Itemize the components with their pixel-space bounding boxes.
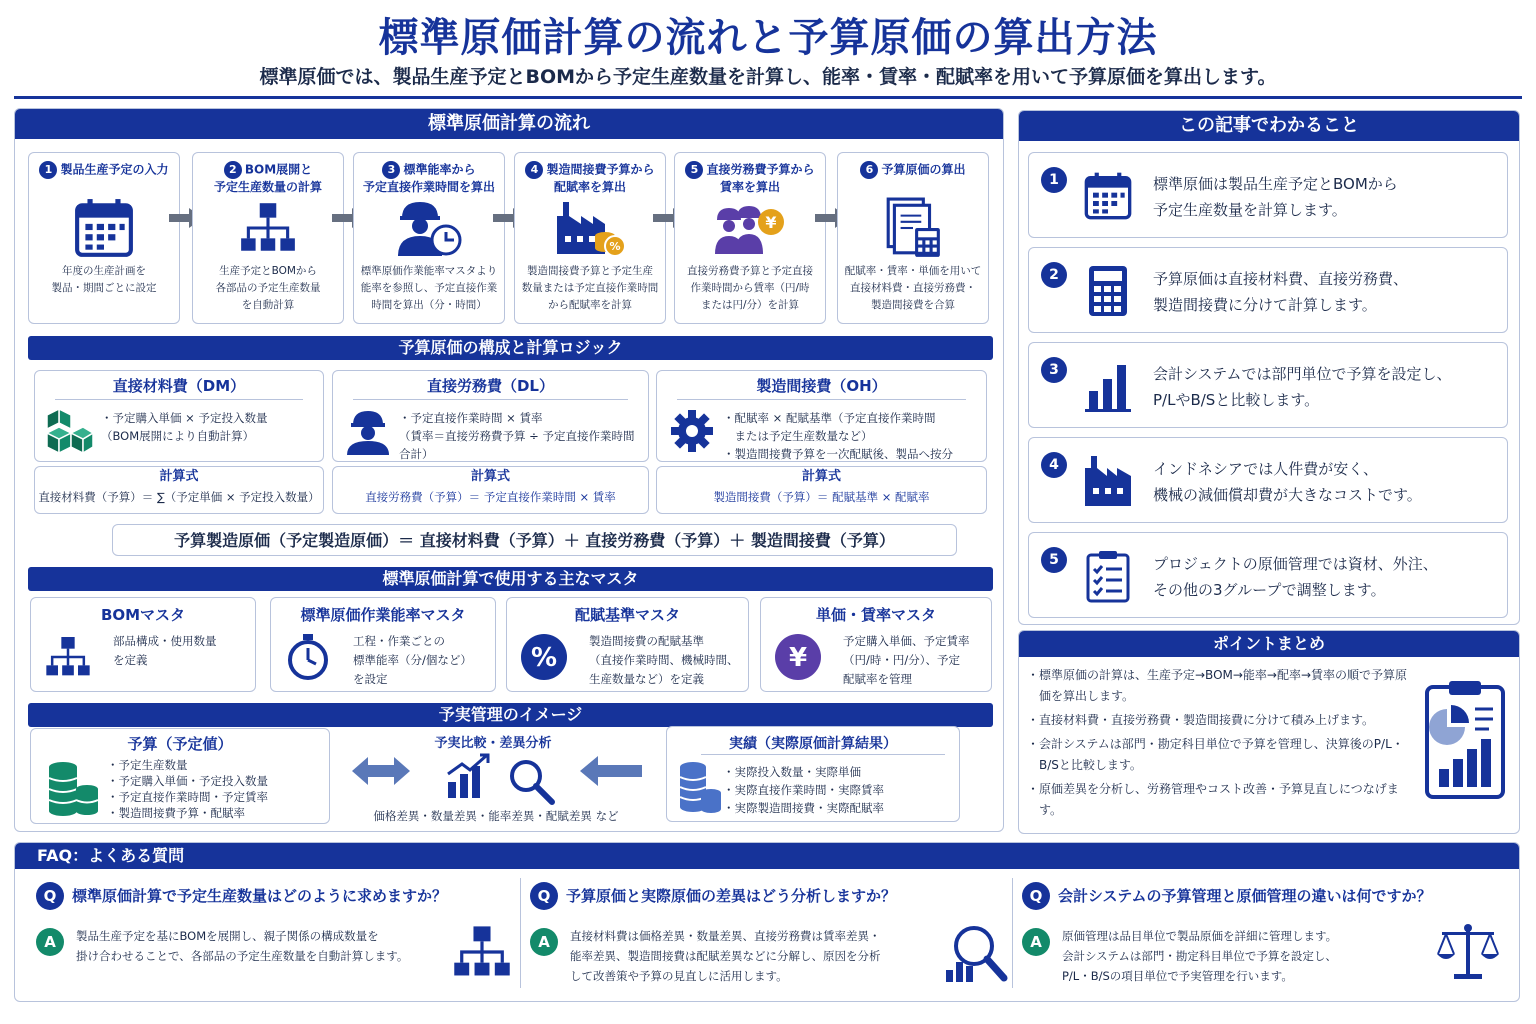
worker-icon — [343, 407, 393, 455]
faq-item — [1004, 872, 1504, 992]
flow-step-title: 2 BOM展開と 予定生産数量の計算 — [213, 162, 322, 194]
master-title: 標準原価作業能率マスタ — [300, 606, 466, 624]
flow-step — [192, 152, 344, 324]
budget-actual-header: 予実管理のイメージ — [28, 703, 993, 727]
master-title: 単価・賃率マスタ — [815, 606, 936, 624]
points-header: ポイントまとめ — [1019, 631, 1519, 657]
master-title: 配賦基準マスタ — [574, 606, 680, 624]
formula-title: 計算式 — [159, 469, 199, 484]
answer-badge: A — [1022, 928, 1050, 956]
cost-component-desc: ・予定購入単価 × 予定投入数量 （BOM展開により自動計算） — [101, 411, 268, 443]
left-arrow-icon — [580, 754, 642, 788]
page-title: 標準原価計算の流れと予算原価の算出方法 — [378, 15, 1158, 61]
question-badge: Q — [36, 882, 64, 910]
learn-text: インドネシアでは人件費が安く、 機械の減価償却費が大きなコストです。 — [1153, 460, 1422, 504]
learn-card — [1028, 342, 1508, 428]
svg-text:%: % — [609, 240, 621, 253]
learn-number: 2 — [1041, 262, 1067, 288]
answer-badge: A — [530, 928, 558, 956]
point-item: ・直接材料費・直接労務費・製造間接費に分けて積み上げます。 — [1027, 713, 1375, 727]
points-panel — [1018, 630, 1520, 834]
faq-question-text: 会計システムの予算管理と原価管理の違いは何ですか？ — [1058, 887, 1432, 905]
step-number: 4 — [525, 161, 543, 179]
step-number: 3 — [382, 161, 400, 179]
learn-number: 3 — [1041, 357, 1067, 383]
total-formula — [112, 524, 957, 556]
cost-component — [656, 370, 987, 462]
workers-yen-icon — [715, 197, 785, 259]
factory-coins-icon — [555, 197, 625, 259]
learn-card — [1028, 437, 1508, 523]
list-item: ・予定生産数量 — [107, 758, 188, 772]
faq-answer: 製品生産予定を基にBOMを展開し、親子関係の構成数量を 掛け合わせることで、各部品の予定生産数量を自動計算します。 — [76, 929, 409, 963]
flow-header: 標準原価計算の流れ — [15, 109, 1003, 139]
cost-component-title: 製造間接費（OH） — [756, 377, 887, 395]
cost-component-title: 直接労務費（DL） — [426, 377, 554, 395]
cost-component-desc: ・配賦率 × 配賦基準（予定直接作業時間 または予定生産数量など） ・製造間接費予算を一次配賦後、製品へ按分 — [723, 411, 953, 461]
point-item: ・原価差異を分析し、労務管理やコスト改善・予算見直しにつなげます。 — [1027, 782, 1399, 817]
step-number: 1 — [39, 161, 57, 179]
flow-step-title: 1 製品生産予定の入力 — [33, 161, 175, 179]
flow-step — [514, 152, 666, 324]
master-desc: 工程・作業ごとの 標準能率（分/個など） を設定 — [353, 634, 472, 686]
cost-component — [332, 370, 649, 462]
logic-header: 予算原価の構成と計算ロジック — [28, 336, 993, 360]
list-item: ・予定購入単価・予定投入数量 — [107, 774, 268, 788]
formula-title: 計算式 — [801, 469, 841, 484]
calendar-icon — [69, 197, 139, 259]
stopwatch-icon — [283, 632, 333, 682]
faq-item — [18, 872, 518, 992]
faq-question-text: 予算原価と実際原価の差異はどう分析しますか？ — [566, 887, 897, 905]
learn-card — [1028, 532, 1508, 618]
flow-step — [837, 152, 989, 324]
magnifier-chart-icon — [944, 920, 1008, 984]
coins-stack-icon — [45, 759, 101, 819]
budget-list — [107, 757, 268, 821]
formula-box — [34, 466, 324, 514]
flow-step-title: 3 標準能率から 予定直接作業時間を算出 — [362, 162, 495, 194]
faq-question — [530, 882, 896, 910]
growth-chart-icon — [444, 752, 492, 800]
learn-number: 4 — [1041, 452, 1067, 478]
document-calculator-icon — [878, 197, 948, 259]
learn-card — [1028, 152, 1508, 238]
calculator-icon — [1083, 264, 1133, 318]
faq-header: FAQ：よくある質問 — [15, 843, 1519, 869]
points-list — [1027, 665, 1417, 824]
comparison-title: 予実比較・差異分析 — [434, 736, 552, 751]
point-item: ・標準原価の計算は、生産予定→BOM→能率→配率→賃率の順で予算原価を算出します。 — [1027, 668, 1408, 703]
bar-chart-icon — [1083, 359, 1133, 413]
cost-component-title: 直接材料費（DM） — [112, 377, 246, 395]
boxes-icon — [45, 407, 95, 455]
calendar-icon — [1083, 169, 1133, 223]
flow-step-title: 4 製造間接費予算から 配賦率を算出 — [519, 161, 661, 196]
learn-card — [1028, 247, 1508, 333]
flow-step-desc: 製造間接費予算と予定生産 数量または予定直接作業時間 から配賦率を計算 — [521, 265, 659, 311]
masters-header: 標準原価計算で使用する主なマスタ — [28, 567, 993, 591]
faq-answer: 原価管理は品目単位で製品原価を詳細に管理します。 会計システムは部門・勘定科目単位で予算を設定し、 P/L・B/Sの項目単位で予実管理を行います。 — [1062, 929, 1338, 983]
hierarchy-icon — [450, 920, 514, 984]
svg-text:%: % — [530, 643, 558, 673]
double-arrow-icon — [352, 754, 410, 788]
clipboard-chart-icon — [1423, 679, 1507, 799]
master-desc: 部品構成・使用数量 を定義 — [113, 634, 217, 667]
hierarchy-icon — [43, 632, 93, 682]
point-item: ・会計システムは部門・勘定科目単位で予算を管理し、決算後のP/L・B/Sと比較します。 — [1027, 737, 1404, 772]
formula-box — [656, 466, 987, 514]
formula-title: 計算式 — [470, 469, 510, 484]
question-badge: Q — [1022, 882, 1050, 910]
formula-box — [332, 466, 649, 514]
master-card — [270, 597, 496, 692]
learn-text: 標準原価は製品生産予定とBOMから 予定生産数量を計算します。 — [1153, 175, 1398, 219]
formula-text: 直接材料費（予算）＝ ∑（予定単価 × 予定投入数量） — [38, 490, 320, 504]
master-desc: 予定購入単価、予定賃率 （円/時・円/分）、予定 配賦率を管理 — [843, 634, 970, 686]
formula-text: 直接労務費（予算）＝ 予定直接作業時間 × 賃率 — [365, 490, 616, 504]
learn-number: 5 — [1041, 547, 1067, 573]
step-number: 2 — [224, 161, 242, 179]
flow-step — [28, 152, 180, 324]
faq-question — [36, 882, 447, 910]
flow-step-title: 6 予算原価の算出 — [842, 161, 984, 179]
learn-text: 予算原価は直接材料費、直接労務費、 製造間接費に分けて計算します。 — [1153, 270, 1409, 314]
formula-text: 製造間接費（予算）＝ 配賦基準 × 配賦率 — [713, 490, 930, 504]
budget-box — [30, 728, 330, 824]
faq-answer: 直接材料費は価格差異・数量差異、直接労務費は賃率差異・ 能率差異、製造間接費は配賦差異などに分解し、原因を分析 して改善策や予算の見直しに活用します。 — [570, 929, 881, 983]
title-divider — [14, 96, 1522, 99]
actual-list — [723, 763, 884, 817]
answer-badge: A — [36, 928, 64, 956]
coins-stack-icon — [677, 759, 723, 817]
magnifier-icon — [506, 756, 556, 806]
flow-step-desc: 直接労務費予算と予定直接 作業時間から賃率（円/時 または円/分）を計算 — [687, 265, 813, 311]
learn-text: プロジェクトの原価管理では資材、外注、 その他の3グループで調整します。 — [1153, 555, 1438, 599]
actual-box — [666, 726, 960, 822]
comparison-caption: 価格差異・数量差異・能率差異・配賦差異 など — [373, 809, 619, 823]
flow-step-desc: 標準原価作業能率マスタより 能率を参照し、予定直接作業 時間を算出（分・時間） — [360, 265, 498, 311]
flow-step-desc: 生産予定とBOMから 各部品の予定生産数量 を自動計算 — [215, 265, 321, 311]
master-title: BOMマスタ — [100, 606, 186, 624]
list-item: ・実際直接作業時間・実際賃率 — [723, 783, 884, 797]
factory-icon — [1083, 454, 1133, 508]
step-number: 6 — [860, 161, 878, 179]
page-subtitle: 標準原価では、製品生産予定とBOMから予定生産数量を計算し、能率・賃率・配賦率を用いて予算原価を算出します。 — [259, 66, 1277, 88]
flow-step — [674, 152, 826, 324]
actual-title: 実績（実際原価計算結果） — [729, 736, 897, 752]
flow-step-title: 5 直接労務費予算から 賃率を算出 — [679, 161, 821, 196]
learn-number: 1 — [1041, 167, 1067, 193]
list-item: ・実際製造間接費・実際配賦率 — [723, 801, 884, 815]
list-item: ・実際投入数量・実際単価 — [723, 765, 861, 779]
scale-icon — [1436, 920, 1500, 984]
master-card — [506, 597, 749, 692]
master-desc: 製造間接費の配賦基準 （直接作業時間、機械時間、 生産数量など）を定義 — [589, 634, 739, 686]
flow-step-desc: 年度の生産計画を 製品・期間ごとに設定 — [51, 265, 157, 294]
faq-item — [512, 872, 1012, 992]
list-item: ・製造間接費予算・配賦率 — [107, 806, 245, 820]
percent-icon — [519, 632, 569, 682]
faq-question-text: 標準原価計算で予定生産数量はどのように求めますか？ — [72, 887, 448, 905]
faq-question — [1022, 882, 1432, 910]
cost-component — [34, 370, 324, 462]
master-card — [760, 597, 992, 692]
budget-title: 予算（予定値） — [127, 735, 233, 753]
learn-text: 会計システムでは部門単位で予算を設定し、 P/LやB/Sと比較します。 — [1153, 365, 1452, 409]
flow-step-desc: 配賦率・賃率・単価を用いて 直接材料費・直接労務費・ 製造間接費を合算 — [844, 265, 982, 311]
step-number: 5 — [685, 161, 703, 179]
list-item: ・予定直接作業時間・予定賃率 — [107, 790, 268, 804]
total-formula-text: 予算製造原価（予定製造原価）＝ 直接材料費（予算）＋ 直接労務費（予算）＋ 製造間接費（予算） — [174, 531, 895, 550]
learn-header: この記事でわかること — [1019, 111, 1519, 141]
yen-icon — [773, 632, 823, 682]
svg-text:¥: ¥ — [765, 213, 777, 232]
hierarchy-icon — [233, 197, 303, 259]
cost-component-desc: ・予定直接作業時間 × 賃率 （賃率＝直接労務費予算 ÷ 予定直接作業時間合計） — [399, 411, 635, 461]
gear-icon — [667, 407, 717, 455]
worker-clock-icon — [394, 197, 464, 259]
master-card — [30, 597, 256, 692]
svg-text:¥: ¥ — [788, 643, 808, 673]
flow-step — [353, 152, 505, 324]
checklist-icon — [1083, 549, 1133, 603]
question-badge: Q — [530, 882, 558, 910]
